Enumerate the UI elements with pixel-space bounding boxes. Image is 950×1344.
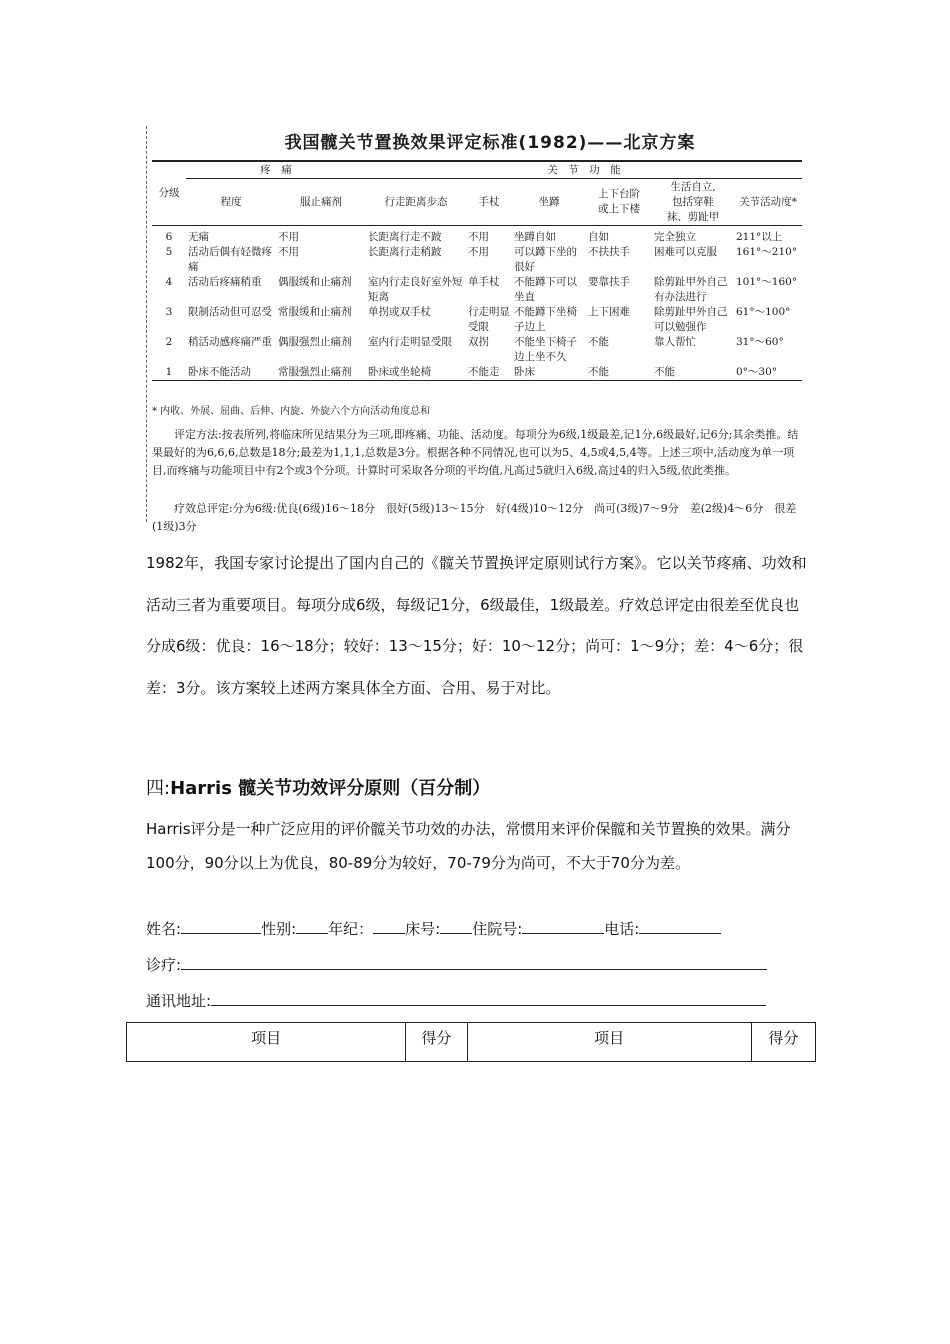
scan-footnote: * 内收、外展、屈曲、后伸、内旋、外旋六个方向活动角度总和 <box>152 406 431 417</box>
column-header: 手杖 <box>478 195 500 208</box>
table-cell: 室内行走良好室外短矩离 <box>368 276 463 303</box>
table-cell: 不用 <box>278 246 299 258</box>
table-cell: 困难可以克服 <box>654 246 717 258</box>
table-cell: 靠人帮忙 <box>654 336 696 348</box>
score-column-header: 得分 <box>406 1023 467 1062</box>
column-header: 服止痛剂 <box>300 195 342 208</box>
address-row <box>146 990 766 1011</box>
table-row <box>152 365 802 381</box>
score-column-header: 得分 <box>751 1023 815 1062</box>
grade-cell: 6 <box>165 231 173 243</box>
age-label: 年纪： <box>328 920 374 938</box>
table-cell: 坐蹲自如 <box>514 231 556 243</box>
table-cell: 卧床或坐轮椅 <box>368 366 431 378</box>
table-cell: 不用 <box>278 231 299 243</box>
name-blank[interactable] <box>181 919 261 934</box>
address-label: 通讯地址: <box>146 992 212 1010</box>
section-number: 四: <box>146 778 171 799</box>
table-row <box>152 335 802 365</box>
function-group-header: 关 节 功 能 <box>366 161 802 179</box>
table-row <box>152 226 802 246</box>
table-cell: 完全独立 <box>654 231 696 243</box>
harris-description: Harris评分是一种广泛应用的评价髋关节功效的办法，常惯用来评价保髋和关节置换的效果。满分100分，90分以上为优良，80-89分为较好，70-79分为尚可，不大于70分为差。 <box>146 820 791 872</box>
table-cell: 卧床不能活动 <box>188 366 251 378</box>
scan-total-assessment: 疗效总评定:分为6级:优良(6级)16～18分 很好(5级)13～15分 好(4级)10～12分 尚可(3级)7～9分 差(2级)4～6分 很差(1级)3分 <box>152 502 797 533</box>
table-cell: 双拐 <box>468 336 489 348</box>
table-cell: 不用 <box>468 231 489 243</box>
table-cell: 161°～210° <box>736 246 798 258</box>
table-cell: 偶服强烈止痛剂 <box>278 336 352 348</box>
scan-evaluation-method: 评定方法:按表所列,将临床所见结果分为三项,即疼痛、功能、活动度。每项分为6级,1级最差,记1分,6级最好,记6分;其余类推。结果最好的为6,6,6,总数是18分;最差为1,1,1,总数是3分。根据各种不同情况,也可以为5、4,5或4,5,4等。上述三项中,活动度为单一项目,而疼痛与功能项目中有2个或3个分项。计算时可采取各分项的平均值,凡高过5就归入6级,高过4的归入5级,依此类推。 <box>152 428 799 477</box>
section-title: Harris 髋关节功效评分原则（百分制） <box>170 778 491 799</box>
grade-cell: 1 <box>165 366 173 378</box>
bed-label: 床号: <box>405 920 441 938</box>
table-cell: 不能蹲下可以坐直 <box>514 276 577 303</box>
column-header: 生活自立, 包括穿鞋 袜、剪趾甲 <box>666 180 720 223</box>
grade-cell: 2 <box>165 336 173 348</box>
column-header: 坐蹲 <box>538 195 560 208</box>
table-cell: 不能坐下椅子边上坐不久 <box>514 336 577 363</box>
pain-group-header: 疼 痛 <box>186 161 366 179</box>
harris-score-table <box>126 1022 816 1062</box>
table-cell: 101°～160° <box>736 276 798 288</box>
table-cell: 常服缓和止痛剂 <box>278 306 352 318</box>
item-column-header: 项目 <box>467 1023 751 1062</box>
table-cell: 卧床 <box>514 366 535 378</box>
table-cell: 活动后疼痛稍重 <box>188 276 262 288</box>
column-header: 程度 <box>220 195 242 208</box>
grade-cell: 3 <box>165 306 173 318</box>
scan-title: 我国髋关节置换效果评定标准(1982)——北京方案 <box>284 133 696 153</box>
table-cell: 除剪趾甲外自己可以勉强作 <box>654 306 728 333</box>
intro-paragraph: 1982年，我国专家讨论提出了国内自己的《髋关节置换评定原则试行方案》。它以关节疼痛、功效和活动三者为重要项目。每项分成6级，每级记1分，6级最佳，1级最差。疗效总评定由很差至优良也分成6级：优良：16～18分；较好：13～15分；好：10～12分；尚可：1～9分；差：4～6分；很差：3分。该方案较上述两方案具体全方面、合用、易于对比。 <box>146 554 807 697</box>
phone-label: 电话: <box>604 920 640 938</box>
table-cell: 活动后偶有轻微疼痛 <box>188 246 272 273</box>
table-row <box>152 245 802 275</box>
table-cell: 不能走 <box>468 366 500 378</box>
diagnosis-blank[interactable] <box>181 955 767 970</box>
table-cell: 单手杖 <box>468 276 500 288</box>
table-cell: 除剪趾甲外自己有办法进行 <box>654 276 728 303</box>
bed-blank[interactable] <box>440 919 472 934</box>
table-cell: 61°～100° <box>736 306 791 318</box>
grade-cell: 5 <box>165 246 173 258</box>
table-cell: 不能 <box>588 336 609 348</box>
table-row <box>152 275 802 305</box>
scanned-evaluation-table-image <box>140 120 820 540</box>
table-cell: 长距离行走不跛 <box>368 231 442 243</box>
table-row <box>152 305 802 335</box>
gender-label: 性别: <box>261 920 297 938</box>
phone-blank[interactable] <box>639 919 721 934</box>
table-cell: 自如 <box>588 231 609 243</box>
address-blank[interactable] <box>211 991 766 1006</box>
table-cell: 211°以上 <box>736 231 783 243</box>
table-cell: 长距离行走稍跛 <box>368 246 442 258</box>
table-cell: 不扶扶手 <box>588 246 630 258</box>
table-cell: 行走明显受限 <box>468 306 510 333</box>
evaluation-standard-table <box>152 160 802 381</box>
table-cell: 限制活动但可忍受 <box>188 306 272 318</box>
table-cell: 0°～30° <box>736 366 778 378</box>
table-cell: 单拐或双手杖 <box>368 306 431 318</box>
column-header: 关节活动度* <box>739 195 797 208</box>
age-blank[interactable] <box>373 919 405 934</box>
table-cell: 31°～60° <box>736 336 784 348</box>
gender-blank[interactable] <box>296 919 328 934</box>
column-header: 上下台阶 或上下楼 <box>598 188 640 215</box>
admission-blank[interactable] <box>522 919 604 934</box>
diagnosis-label: 诊疗: <box>146 956 182 974</box>
admission-label: 住院号: <box>472 920 523 938</box>
table-cell: 无痛 <box>188 231 209 243</box>
table-cell: 常服强烈止痛剂 <box>278 366 352 378</box>
patient-info-row <box>146 918 721 939</box>
table-cell: 不能 <box>654 366 675 378</box>
table-cell: 不用 <box>468 246 489 258</box>
name-label: 姓名: <box>146 920 182 938</box>
grade-header: 分级 <box>152 161 186 226</box>
table-cell: 要靠扶手 <box>588 276 630 288</box>
column-header: 行走距离步态 <box>384 195 448 208</box>
table-cell: 稍活动感疼痛严重 <box>188 336 272 348</box>
table-cell: 室内行走明显受限 <box>368 336 452 348</box>
table-cell: 可以蹲下坐的很好 <box>514 246 577 273</box>
diagnosis-row <box>146 954 767 975</box>
item-column-header: 项目 <box>127 1023 406 1062</box>
table-cell: 不能蹲下坐椅子边上 <box>514 306 577 333</box>
section-heading <box>146 774 490 800</box>
table-cell: 偶服缓和止痛剂 <box>278 276 352 288</box>
grade-cell: 4 <box>165 276 173 288</box>
table-cell: 上下困难 <box>588 306 630 318</box>
table-cell: 不能 <box>588 366 609 378</box>
